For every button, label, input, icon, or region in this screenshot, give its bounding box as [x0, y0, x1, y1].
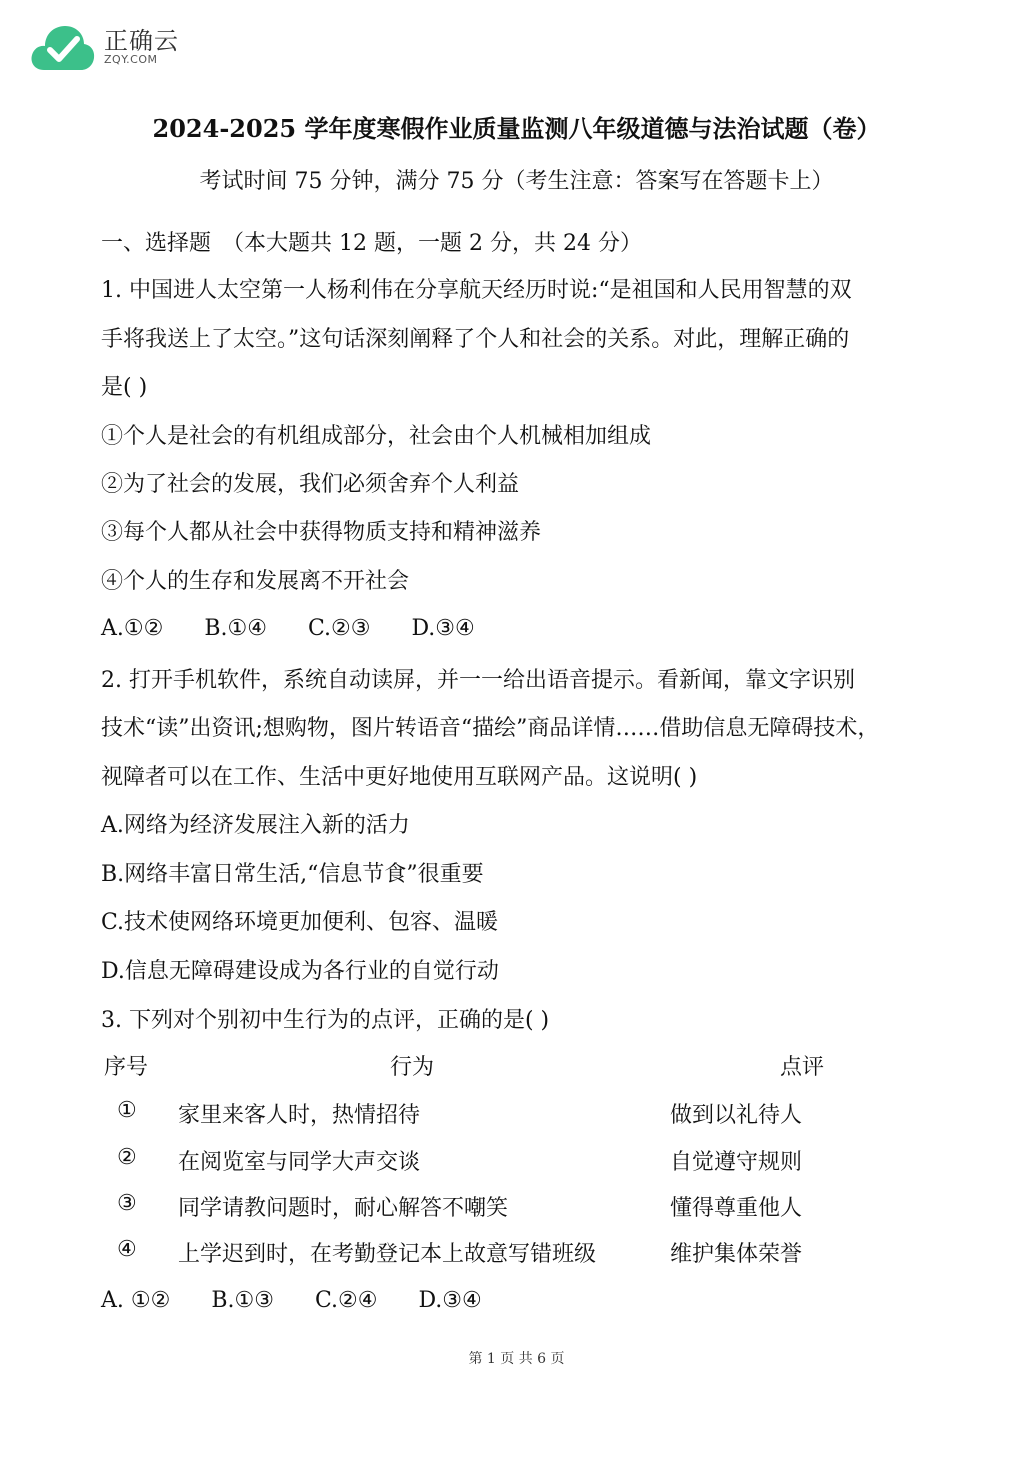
q1-statement: ①个人是社会的有机组成部分，社会由个人机械相加组成 [101, 424, 652, 449]
table-cell-comment: 懂得尊重他人 [670, 1196, 803, 1221]
table-cell-behavior: 上学迟到时，在考勤登记本上故意写错班级 [178, 1242, 597, 1267]
q1-option-d: D.③④ [411, 616, 475, 641]
q2-stem-line: 2. 打开手机软件，系统自动读屏，并一一给出语音提示。看新闻，靠文字识别 [101, 668, 855, 693]
q1-stem-line: 1. 中国进人太空第一人杨利伟在分享航天经历时说:“是祖国和人民用智慧的双 [101, 278, 852, 303]
section-heading: 一、选择题 （本大题共 12 题，一题 2 分，共 24 分） [101, 231, 642, 256]
table-cell-behavior: 同学请教问题时，耐心解答不嘲笑 [178, 1196, 509, 1221]
table-cell-behavior: 家里来客人时，热情招待 [178, 1103, 421, 1128]
page-number: 第 1 页 共 6 页 [468, 1351, 565, 1367]
table-cell-no: ③ [117, 1191, 137, 1216]
table-header-comment: 点评 [780, 1055, 825, 1080]
q1-statement: ②为了社会的发展，我们必须舍弃个人利益 [101, 472, 520, 497]
table-header-behavior: 行为 [390, 1055, 435, 1080]
q1-stem-line: 手将我送上了太空。”这句话深刻阐释了个人和社会的关系。对此，理解正确的 [101, 327, 850, 352]
q1-options [101, 616, 509, 641]
table-header-no: 序号 [104, 1055, 149, 1080]
page-title: 2024-2025 学年度寒假作业质量监测八年级道德与法治试题（卷） [152, 114, 881, 143]
exam-instructions: 考试时间 75 分钟，满分 75 分（考生注意：答案写在答题卡上） [199, 169, 834, 194]
cloud-check-icon [30, 22, 96, 72]
q2-stem-line: 技术“读”出资讯;想购物，图片转语音“描绘”商品详情……借助信息无障碍技术， [101, 716, 880, 741]
q2-stem-line: 视障者可以在工作、生活中更好地使用互联网产品。这说明( ) [101, 765, 698, 790]
table-cell-no: ② [117, 1145, 137, 1170]
q2-option-c: C.技术使网络环境更加便利、包容、温暖 [101, 910, 499, 935]
q3-option-a: A. ①② [101, 1288, 171, 1313]
table-cell-no: ④ [117, 1237, 137, 1262]
brand-logo [30, 22, 179, 72]
table-cell-no: ① [117, 1098, 137, 1123]
q1-option-a: A.①② [101, 616, 164, 641]
q2-option-b: B.网络丰富日常生活,“信息节食”很重要 [101, 862, 484, 887]
q2-option-a: A.网络为经济发展注入新的活力 [101, 813, 410, 838]
q3-option-c: C.②④ [314, 1288, 378, 1313]
q3-options [101, 1288, 516, 1313]
q3-option-b: B.①③ [211, 1288, 274, 1313]
q1-stem-line: 是( ) [101, 375, 148, 400]
brand-name-en: ZQY.COM [104, 53, 158, 66]
table-cell-behavior: 在阅览室与同学大声交谈 [178, 1150, 421, 1175]
q2-option-d: D.信息无障碍建设成为各行业的自觉行动 [101, 959, 499, 984]
q1-option-b: B.①④ [204, 616, 267, 641]
q1-statement: ④个人的生存和发展离不开社会 [101, 569, 410, 594]
table-cell-comment: 做到以礼待人 [670, 1103, 803, 1128]
table-cell-comment: 自觉遵守规则 [670, 1150, 803, 1175]
q1-statement: ③每个人都从社会中获得物质支持和精神滋养 [101, 520, 542, 545]
q3-stem: 3. 下列对个别初中生行为的点评，正确的是( ) [101, 1008, 550, 1033]
brand-name-cn: 正确云 [104, 27, 179, 55]
q1-option-c: C.②③ [307, 616, 371, 641]
table-cell-comment: 维护集体荣誉 [670, 1242, 803, 1267]
q3-option-d: D.③④ [418, 1288, 482, 1313]
